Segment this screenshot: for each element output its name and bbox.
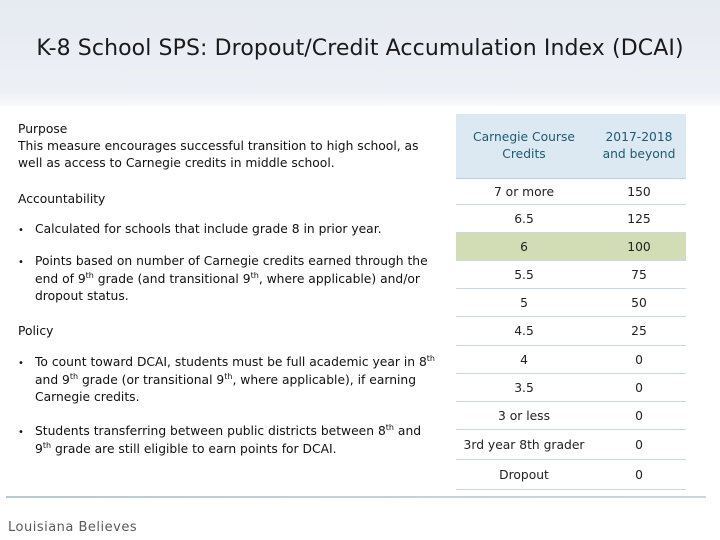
table-row [456, 460, 686, 490]
cell-points: 0 [592, 430, 686, 460]
accountability-bullet-2: • Points based on number of Carnegie credits earned through the end of 9th grade (and transitional 9th, where applicable) and/or dropout status. [18, 254, 428, 303]
cell-credits: 7 or more [456, 179, 592, 205]
purpose-text: This measure encourages successful transition to high school, as well as access to Carnegie credits in middle school. [18, 139, 419, 170]
cell-credits: 6 [456, 233, 592, 261]
cell-points: 25 [592, 317, 686, 346]
policy-heading: Policy [18, 324, 54, 338]
column-header-points: 2017-2018 and beyond [592, 114, 686, 179]
cell-credits: 3rd year 8th grader [456, 430, 592, 460]
louisiana-believes-logo: Louisiana Believes [8, 520, 138, 535]
table-row [456, 430, 686, 460]
bullet-icon: • [18, 257, 24, 268]
cell-points: 0 [592, 402, 686, 430]
dcai-points-table [456, 114, 686, 490]
table-row [456, 205, 686, 233]
cell-credits: 6.5 [456, 205, 592, 233]
cell-points: 0 [592, 346, 686, 374]
table-header-row [456, 114, 686, 179]
cell-points: 0 [592, 460, 686, 490]
cell-points: 125 [592, 205, 686, 233]
cell-credits: Dropout [456, 460, 592, 490]
bullet-icon: • [18, 427, 24, 438]
table-row [456, 289, 686, 317]
table-row [456, 261, 686, 289]
cell-credits: 3.5 [456, 374, 592, 402]
bullet-icon: • [18, 358, 24, 369]
bullet-icon: • [18, 225, 24, 236]
cell-points: 50 [592, 289, 686, 317]
table-row [456, 317, 686, 346]
purpose-heading: Purpose [18, 122, 68, 136]
cell-credits: 4 [456, 346, 592, 374]
cell-points: 75 [592, 261, 686, 289]
cell-credits: 5 [456, 289, 592, 317]
accountability-heading: Accountability [18, 192, 106, 206]
slide-header [0, 0, 720, 106]
table-row [456, 346, 686, 374]
cell-points: 150 [592, 179, 686, 205]
left-content [18, 121, 438, 456]
policy-bullet-2: • Students transferring between public districts between 8th and 9th grade are still eligible to earn points for DCAI. [18, 422, 422, 456]
cell-points: 0 [592, 374, 686, 402]
table-row [456, 179, 686, 205]
cell-credits: 3 or less [456, 402, 592, 430]
table-row [456, 374, 686, 402]
header-band [0, 92, 720, 106]
footer-divider [6, 496, 706, 498]
cell-credits: 4.5 [456, 317, 592, 346]
table-row [456, 402, 686, 430]
accountability-bullet-1: • Calculated for schools that include grade 8 in prior year. [18, 221, 440, 239]
page-title: K-8 School SPS: Dropout/Credit Accumulation Index (DCAI) [36, 36, 684, 61]
table-row [456, 233, 686, 261]
column-header-credits: Carnegie Course Credits [456, 114, 592, 179]
cell-points: 100 [592, 233, 686, 261]
policy-bullet-1: • To count toward DCAI, students must be full academic year in 8th and 9th grade (or transitional 9th, where applicable), if earning Carnegie credits. [18, 353, 436, 404]
cell-credits: 5.5 [456, 261, 592, 289]
